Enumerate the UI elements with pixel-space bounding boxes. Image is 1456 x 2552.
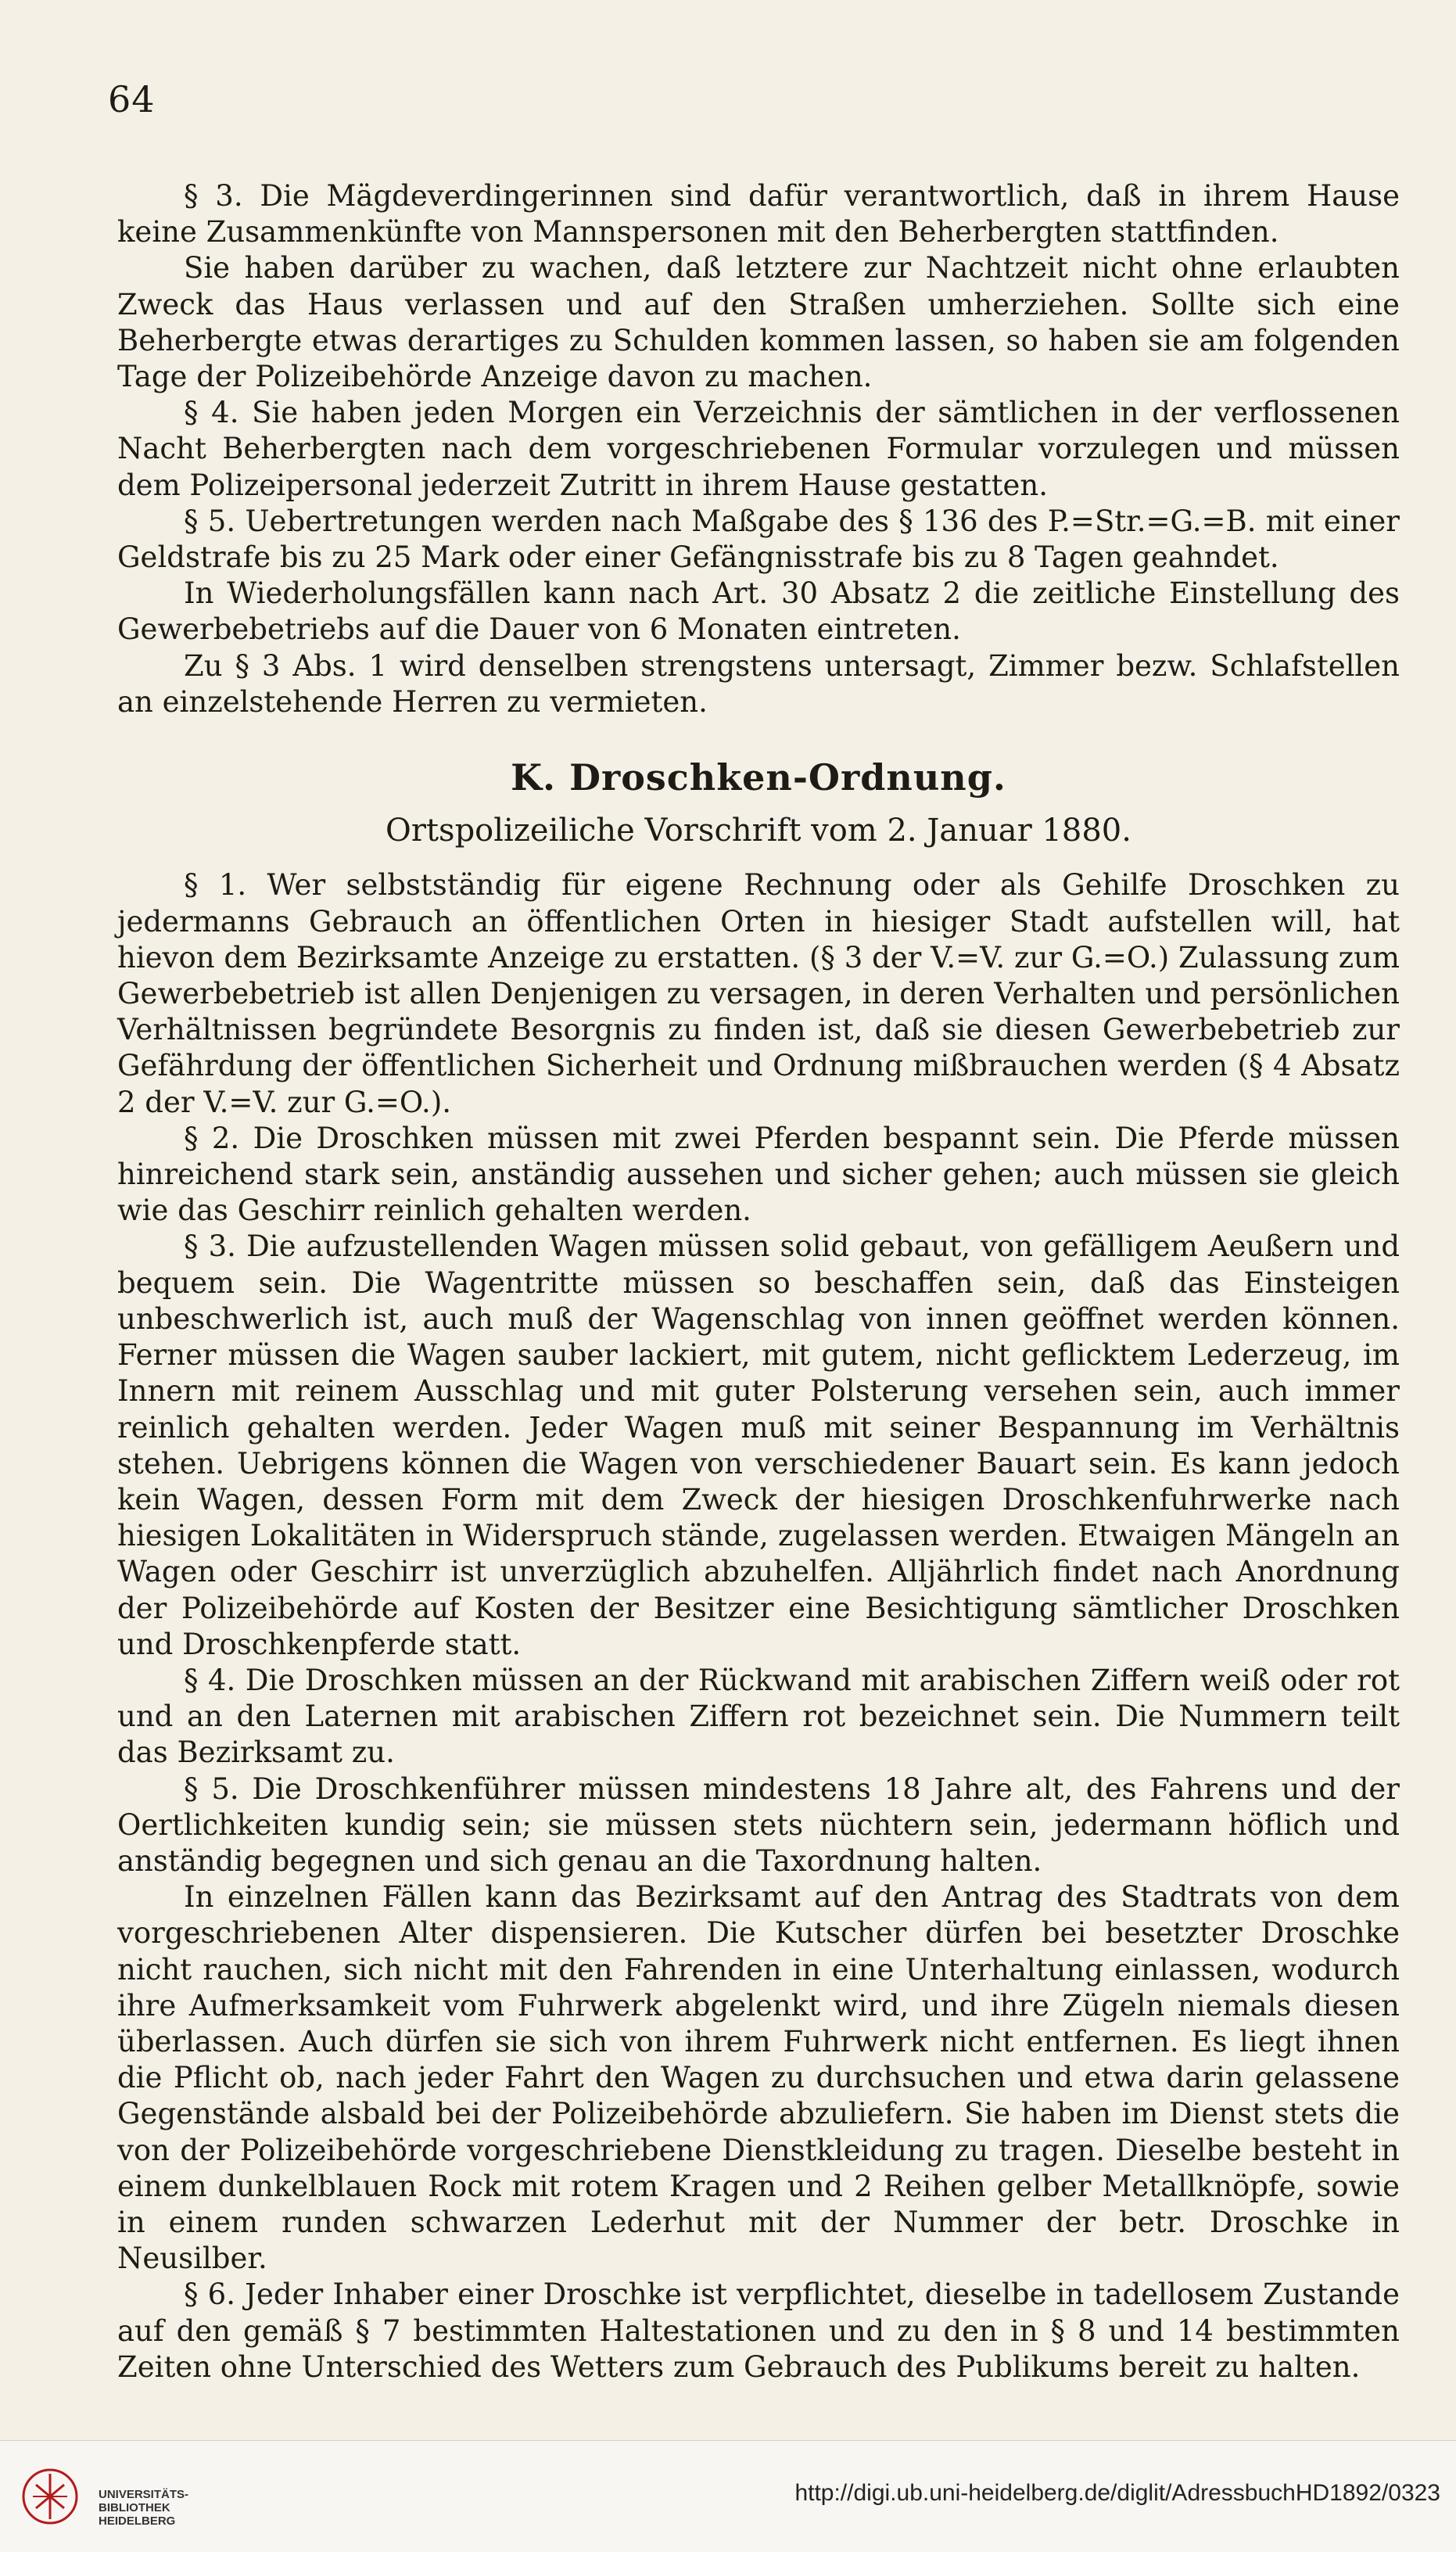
paragraph: § 4. Die Droschken müssen an der Rückwand mit arabischen Ziffern weiß oder rot und an den Laternen mit arabischen Ziffern rot bezeichnet sein. Die Nummern teilt das Bezirksamt zu. bbox=[117, 1663, 1400, 1770]
logo-line: BIBLIOTHEK bbox=[99, 2501, 170, 2514]
section-subheading: Ortspolizeiliche Vorschrift vom 2. Januar 1880. bbox=[386, 813, 1131, 849]
document-body bbox=[117, 178, 1400, 2385]
paragraph: § 6. Jeder Inhaber einer Droschke ist verpflichtet, dieselbe in tadellosem Zustande auf den gemäß § 7 bestimmten Haltestationen und zu den in § 8 und 14 bestimmten Zeiten ohne Unterschied des Wetters zum Gebrauch des Publikums bereit zu halten. bbox=[117, 2277, 1400, 2384]
paragraph: § 4. Sie haben jeden Morgen ein Verzeichnis der sämtlichen in der verflossenen Nacht Beherbergten nach dem vorgeschriebenen Formular vorzulegen und müssen dem Polizeipersonal jederzeit Zutritt in ihrem Hause gestatten. bbox=[117, 396, 1400, 502]
paragraph: § 3. Die aufzustellenden Wagen müssen solid gebaut, von gefälligem Aeußern und bequem sein. Die Wagentritte müssen so beschaffen sein, daß das Einsteigen unbeschwerlich ist, auch muß der Wagenschlag von innen geöffnet werden können. Ferner müssen die Wagen sauber lackiert, mit gutem, nicht geflicktem Lederzeug, im Innern mit reinem Ausschlag und mit guter Polsterung versehen sein, auch immer reinlich gehalten werden. Jeder Wagen muß mit seiner Bespannung im Verhältnis stehen. Uebrigens können die Wagen von verschiedener Bauart sein. Es kann jedoch kein Wagen, dessen Form mit dem Zweck der hiesigen Droschkenfuhrwerke nach hiesigen Lokalitäten in Widerspruch stände, zugelassen werden. Etwaigen Mängeln an Wagen oder Geschirr ist unverzüglich abzuhelfen. Alljährlich findet nach Anordnung der Polizeibehörde auf Kosten der Besitzer eine Besichtigung sämtlicher Droschken und Droschkenpferde statt. bbox=[117, 1229, 1400, 1661]
paragraph: In Wiederholungsfällen kann nach Art. 30 Absatz 2 die zeitliche Einstellung des Gewerbebetriebs auf die Dauer von 6 Monaten eintreten. bbox=[117, 576, 1400, 647]
logo-line: HEIDELBERG bbox=[99, 2514, 176, 2528]
footer-bar bbox=[0, 2440, 1456, 2552]
page-number: 64 bbox=[108, 78, 156, 120]
paragraph: § 2. Die Droschken müssen mit zwei Pferden bespannt sein. Die Pferde müssen hinreichend stark sein, anständig aussehen und sicher gehen; auch müssen sie gleich wie das Geschirr reinlich gehalten werden. bbox=[117, 1121, 1400, 1228]
logo-text bbox=[99, 2488, 188, 2528]
paragraph: Zu § 3 Abs. 1 wird denselben strengstens untersagt, Zimmer bezw. Schlafstellen an einzelstehende Herren zu vermieten. bbox=[117, 648, 1400, 719]
university-library-logo[interactable] bbox=[19, 2463, 206, 2530]
paragraph: § 1. Wer selbstständig für eigene Rechnung oder als Gehilfe Droschken zu jedermanns Gebrauch an öffentlichen Orten in hiesiger Stadt aufstellen will, hat hievon dem Bezirksamte Anzeige zu erstatten. (§ 3 der V.=V. zur G.=O.) Zulassung zum Gewerbebetrieb ist allen Denjenigen zu versagen, in deren Verhalten und persönlichen Verhältnissen begründete Besorgnis zu finden ist, daß sie diesen Gewerbebetrieb zur Gefährdung der öffentlichen Sicherheit und Ordnung mißbrauchen werden (§ 4 Absatz 2 der V.=V. zur G.=O.). bbox=[117, 868, 1400, 1119]
paragraph: In einzelnen Fällen kann das Bezirksamt auf den Antrag des Stadtrats von dem vorgeschriebenen Alter dispensieren. Die Kutscher dürfen bei besetzter Droschke nicht rauchen, sich nicht mit den Fahrenden in eine Unterhaltung einlassen, wodurch ihre Aufmerksamkeit vom Fuhrwerk abgelenkt wird, und ihre Zügeln niemals diesen überlassen. Auch dürfen sie sich von ihrem Fuhrwerk nicht entfernen. Es liegt ihnen die Pflicht ob, nach jeder Fahrt den Wagen zu durchsuchen und etwa darin gelassene Gegenstände alsbald bei der Polizeibehörde abzuliefern. Sie haben im Dienst stets die von der Polizeibehörde vorgeschriebene Dienstkleidung zu tragen. Dieselbe besteht in einem dunkelblauen Rock mit rotem Kragen und 2 Reihen gelber Metallknöpfe, sowie in einem runden schwarzen Lederhut mit der Nummer der betr. Droschke in Neusilber. bbox=[117, 1880, 1400, 2276]
logo-line: UNIVERSITÄTS- bbox=[99, 2488, 189, 2501]
paragraph: § 3. Die Mägdeverdingerinnen sind dafür verantwortlich, daß in ihrem Hause keine Zusammenkünfte von Mannspersonen mit den Beherbergten stattfinden. bbox=[117, 179, 1400, 249]
paragraph: § 5. Uebertretungen werden nach Maßgabe des § 136 des P.=Str.=G.=B. mit einer Geldstrafe bis zu 25 Mark oder einer Gefängnisstrafe bis zu 8 Tagen geahndet. bbox=[117, 504, 1400, 575]
section-heading: K. Droschken-Ordnung. bbox=[511, 756, 1006, 799]
source-url-link[interactable]: http://digi.ub.uni-heidelberg.de/diglit/AdressbuchHD1892/0323 bbox=[794, 2480, 1440, 2506]
paragraph: Sie haben darüber zu wachen, daß letztere zur Nachtzeit nicht ohne erlaubten Zweck das Haus verlassen und auf den Straßen umherziehen. Sollte sich eine Beherbergte etwas derartiges zu Schulden kommen lassen, so haben sie am folgenden Tage der Polizeibehörde Anzeige davon zu machen. bbox=[117, 251, 1400, 394]
paragraph: § 5. Die Droschkenführer müssen mindestens 18 Jahre alt, des Fahrens und der Oertlichkeiten kundig sein; sie müssen stets nüchtern sein, jedermann höflich und anständig begegnen und sich genau an die Taxordnung halten. bbox=[117, 1771, 1400, 1878]
library-seal-icon bbox=[19, 2463, 81, 2530]
